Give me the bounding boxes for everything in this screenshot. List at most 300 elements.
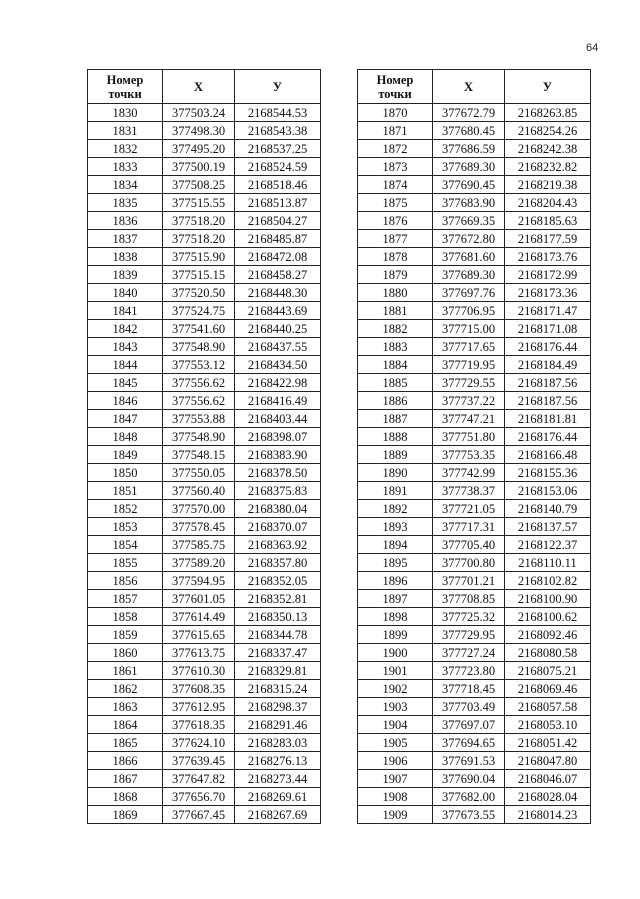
table-row <box>88 266 321 284</box>
point-number-cell: 1871 <box>358 122 433 140</box>
point-number-cell: 1896 <box>358 572 433 590</box>
point-number-cell: 1899 <box>358 626 433 644</box>
x-coordinate-cell: 377690.04 <box>433 770 505 788</box>
header-x: X <box>433 70 505 104</box>
x-coordinate-cell: 377700.80 <box>433 554 505 572</box>
x-coordinate-cell: 377673.55 <box>433 806 505 824</box>
x-coordinate-cell: 377656.70 <box>163 788 235 806</box>
table-row <box>358 374 591 392</box>
point-number-cell: 1874 <box>358 176 433 194</box>
y-coordinate-cell: 2168398.07 <box>235 428 321 446</box>
point-number-cell: 1846 <box>88 392 163 410</box>
y-coordinate-cell: 2168273.44 <box>235 770 321 788</box>
point-number-cell: 1907 <box>358 770 433 788</box>
y-coordinate-cell: 2168092.46 <box>505 626 591 644</box>
table-row <box>358 536 591 554</box>
table-row <box>358 572 591 590</box>
y-coordinate-cell: 2168069.46 <box>505 680 591 698</box>
point-number-cell: 1841 <box>88 302 163 320</box>
point-number-cell: 1879 <box>358 266 433 284</box>
header-y: У <box>505 70 591 104</box>
x-coordinate-cell: 377515.90 <box>163 248 235 266</box>
table-row <box>358 770 591 788</box>
table-row <box>358 284 591 302</box>
y-coordinate-cell: 2168543.38 <box>235 122 321 140</box>
table-row <box>358 464 591 482</box>
point-number-cell: 1909 <box>358 806 433 824</box>
table-row <box>358 518 591 536</box>
table-row <box>358 680 591 698</box>
y-coordinate-cell: 2168140.79 <box>505 500 591 518</box>
point-number-cell: 1867 <box>88 770 163 788</box>
x-coordinate-cell: 377690.45 <box>433 176 505 194</box>
table-row <box>358 230 591 248</box>
x-coordinate-cell: 377498.30 <box>163 122 235 140</box>
x-coordinate-cell: 377548.90 <box>163 338 235 356</box>
y-coordinate-cell: 2168350.13 <box>235 608 321 626</box>
header-y: У <box>235 70 321 104</box>
y-coordinate-cell: 2168357.80 <box>235 554 321 572</box>
x-coordinate-cell: 377725.32 <box>433 608 505 626</box>
point-number-cell: 1845 <box>88 374 163 392</box>
table-row <box>358 428 591 446</box>
point-number-cell: 1898 <box>358 608 433 626</box>
y-coordinate-cell: 2168518.46 <box>235 176 321 194</box>
table-row <box>358 806 591 824</box>
table-row <box>88 392 321 410</box>
table-row <box>358 554 591 572</box>
point-number-cell: 1883 <box>358 338 433 356</box>
point-number-cell: 1839 <box>88 266 163 284</box>
x-coordinate-cell: 377585.75 <box>163 536 235 554</box>
x-coordinate-cell: 377686.59 <box>433 140 505 158</box>
x-coordinate-cell: 377601.05 <box>163 590 235 608</box>
y-coordinate-cell: 2168422.98 <box>235 374 321 392</box>
y-coordinate-cell: 2168219.38 <box>505 176 591 194</box>
table-row <box>88 176 321 194</box>
y-coordinate-cell: 2168075.21 <box>505 662 591 680</box>
point-number-cell: 1882 <box>358 320 433 338</box>
x-coordinate-cell: 377697.07 <box>433 716 505 734</box>
y-coordinate-cell: 2168298.37 <box>235 698 321 716</box>
y-coordinate-cell: 2168014.23 <box>505 806 591 824</box>
table-row <box>358 356 591 374</box>
x-coordinate-cell: 377518.20 <box>163 212 235 230</box>
point-number-cell: 1854 <box>88 536 163 554</box>
y-coordinate-cell: 2168028.04 <box>505 788 591 806</box>
y-coordinate-cell: 2168352.05 <box>235 572 321 590</box>
x-coordinate-cell: 377615.65 <box>163 626 235 644</box>
table-row <box>88 284 321 302</box>
table-row <box>88 158 321 176</box>
point-number-cell: 1876 <box>358 212 433 230</box>
point-number-cell: 1832 <box>88 140 163 158</box>
x-coordinate-cell: 377618.35 <box>163 716 235 734</box>
y-coordinate-cell: 2168080.58 <box>505 644 591 662</box>
y-coordinate-cell: 2168416.49 <box>235 392 321 410</box>
y-coordinate-cell: 2168177.59 <box>505 230 591 248</box>
table-row <box>358 644 591 662</box>
point-number-cell: 1869 <box>88 806 163 824</box>
point-number-cell: 1849 <box>88 446 163 464</box>
x-coordinate-cell: 377691.53 <box>433 752 505 770</box>
table-row <box>88 662 321 680</box>
x-coordinate-cell: 377705.40 <box>433 536 505 554</box>
x-coordinate-cell: 377520.50 <box>163 284 235 302</box>
table-row <box>358 266 591 284</box>
x-coordinate-cell: 377683.90 <box>433 194 505 212</box>
y-coordinate-cell: 2168185.63 <box>505 212 591 230</box>
point-number-cell: 1864 <box>88 716 163 734</box>
table-row <box>88 140 321 158</box>
point-number-cell: 1833 <box>88 158 163 176</box>
header-point-number: Номер точки <box>358 70 433 104</box>
point-number-cell: 1884 <box>358 356 433 374</box>
y-coordinate-cell: 2168057.58 <box>505 698 591 716</box>
x-coordinate-cell: 377701.21 <box>433 572 505 590</box>
point-number-cell: 1875 <box>358 194 433 212</box>
x-coordinate-cell: 377669.35 <box>433 212 505 230</box>
x-coordinate-cell: 377729.95 <box>433 626 505 644</box>
point-number-cell: 1844 <box>88 356 163 374</box>
point-number-cell: 1904 <box>358 716 433 734</box>
table-row <box>88 716 321 734</box>
x-coordinate-cell: 377672.79 <box>433 104 505 122</box>
point-number-cell: 1886 <box>358 392 433 410</box>
x-coordinate-cell: 377708.85 <box>433 590 505 608</box>
point-number-cell: 1866 <box>88 752 163 770</box>
y-coordinate-cell: 2168187.56 <box>505 374 591 392</box>
table-row <box>88 248 321 266</box>
point-number-cell: 1843 <box>88 338 163 356</box>
table-body-right <box>358 104 591 824</box>
y-coordinate-cell: 2168283.03 <box>235 734 321 752</box>
x-coordinate-cell: 377613.75 <box>163 644 235 662</box>
y-coordinate-cell: 2168485.87 <box>235 230 321 248</box>
y-coordinate-cell: 2168329.81 <box>235 662 321 680</box>
x-coordinate-cell: 377682.00 <box>433 788 505 806</box>
x-coordinate-cell: 377515.15 <box>163 266 235 284</box>
x-coordinate-cell: 377723.80 <box>433 662 505 680</box>
y-coordinate-cell: 2168437.55 <box>235 338 321 356</box>
table-row <box>358 788 591 806</box>
x-coordinate-cell: 377719.95 <box>433 356 505 374</box>
y-coordinate-cell: 2168472.08 <box>235 248 321 266</box>
table-row <box>88 212 321 230</box>
point-number-cell: 1905 <box>358 734 433 752</box>
y-coordinate-cell: 2168053.10 <box>505 716 591 734</box>
table-row <box>358 734 591 752</box>
x-coordinate-cell: 377738.37 <box>433 482 505 500</box>
table-row <box>88 374 321 392</box>
x-coordinate-cell: 377624.10 <box>163 734 235 752</box>
table-row <box>358 590 591 608</box>
table-row <box>358 338 591 356</box>
y-coordinate-cell: 2168269.61 <box>235 788 321 806</box>
y-coordinate-cell: 2168352.81 <box>235 590 321 608</box>
point-number-cell: 1842 <box>88 320 163 338</box>
point-number-cell: 1865 <box>88 734 163 752</box>
table-row <box>358 158 591 176</box>
x-coordinate-cell: 377612.95 <box>163 698 235 716</box>
x-coordinate-cell: 377608.35 <box>163 680 235 698</box>
y-coordinate-cell: 2168337.47 <box>235 644 321 662</box>
y-coordinate-cell: 2168291.46 <box>235 716 321 734</box>
table-row <box>88 194 321 212</box>
y-coordinate-cell: 2168242.38 <box>505 140 591 158</box>
point-number-cell: 1891 <box>358 482 433 500</box>
header-point-number: Номер точки <box>88 70 163 104</box>
y-coordinate-cell: 2168173.76 <box>505 248 591 266</box>
x-coordinate-cell: 377500.19 <box>163 158 235 176</box>
table-body-left <box>88 104 321 824</box>
y-coordinate-cell: 2168176.44 <box>505 338 591 356</box>
x-coordinate-cell: 377553.88 <box>163 410 235 428</box>
table-row <box>358 698 591 716</box>
y-coordinate-cell: 2168232.82 <box>505 158 591 176</box>
point-number-cell: 1877 <box>358 230 433 248</box>
point-number-cell: 1880 <box>358 284 433 302</box>
y-coordinate-cell: 2168122.37 <box>505 536 591 554</box>
x-coordinate-cell: 377548.15 <box>163 446 235 464</box>
y-coordinate-cell: 2168315.24 <box>235 680 321 698</box>
x-coordinate-cell: 377751.80 <box>433 428 505 446</box>
x-coordinate-cell: 377556.62 <box>163 374 235 392</box>
y-coordinate-cell: 2168443.69 <box>235 302 321 320</box>
point-number-cell: 1852 <box>88 500 163 518</box>
table-row <box>358 140 591 158</box>
y-coordinate-cell: 2168153.06 <box>505 482 591 500</box>
point-number-cell: 1831 <box>88 122 163 140</box>
table-row <box>358 302 591 320</box>
x-coordinate-cell: 377689.30 <box>433 266 505 284</box>
point-number-cell: 1862 <box>88 680 163 698</box>
x-coordinate-cell: 377694.65 <box>433 734 505 752</box>
y-coordinate-cell: 2168176.44 <box>505 428 591 446</box>
x-coordinate-cell: 377594.95 <box>163 572 235 590</box>
table-row <box>358 716 591 734</box>
point-number-cell: 1888 <box>358 428 433 446</box>
point-number-cell: 1872 <box>358 140 433 158</box>
x-coordinate-cell: 377647.82 <box>163 770 235 788</box>
x-coordinate-cell: 377697.76 <box>433 284 505 302</box>
y-coordinate-cell: 2168100.62 <box>505 608 591 626</box>
x-coordinate-cell: 377541.60 <box>163 320 235 338</box>
point-number-cell: 1873 <box>358 158 433 176</box>
table-row <box>358 752 591 770</box>
point-number-cell: 1900 <box>358 644 433 662</box>
point-number-cell: 1894 <box>358 536 433 554</box>
point-number-cell: 1837 <box>88 230 163 248</box>
coordinates-table-left <box>87 69 321 824</box>
table-row <box>358 482 591 500</box>
table-row <box>358 194 591 212</box>
table-row <box>88 536 321 554</box>
coordinates-table-right <box>357 69 591 824</box>
x-coordinate-cell: 377560.40 <box>163 482 235 500</box>
table-row <box>358 626 591 644</box>
header-x: X <box>163 70 235 104</box>
point-number-cell: 1906 <box>358 752 433 770</box>
y-coordinate-cell: 2168344.78 <box>235 626 321 644</box>
point-number-cell: 1887 <box>358 410 433 428</box>
point-number-cell: 1836 <box>88 212 163 230</box>
x-coordinate-cell: 377553.12 <box>163 356 235 374</box>
point-number-cell: 1850 <box>88 464 163 482</box>
y-coordinate-cell: 2168171.08 <box>505 320 591 338</box>
y-coordinate-cell: 2168448.30 <box>235 284 321 302</box>
table-row <box>358 608 591 626</box>
table-header-row <box>88 70 321 104</box>
table-row <box>88 626 321 644</box>
table-row <box>358 212 591 230</box>
table-row <box>88 752 321 770</box>
x-coordinate-cell: 377718.45 <box>433 680 505 698</box>
table-row <box>88 320 321 338</box>
point-number-cell: 1851 <box>88 482 163 500</box>
x-coordinate-cell: 377729.55 <box>433 374 505 392</box>
point-number-cell: 1889 <box>358 446 433 464</box>
table-row <box>88 644 321 662</box>
table-row <box>88 356 321 374</box>
point-number-cell: 1857 <box>88 590 163 608</box>
y-coordinate-cell: 2168254.26 <box>505 122 591 140</box>
y-coordinate-cell: 2168171.47 <box>505 302 591 320</box>
point-number-cell: 1847 <box>88 410 163 428</box>
point-number-cell: 1863 <box>88 698 163 716</box>
table-row <box>358 320 591 338</box>
point-number-cell: 1870 <box>358 104 433 122</box>
x-coordinate-cell: 377515.55 <box>163 194 235 212</box>
table-row <box>358 446 591 464</box>
point-number-cell: 1856 <box>88 572 163 590</box>
table-row <box>358 662 591 680</box>
point-number-cell: 1861 <box>88 662 163 680</box>
point-number-cell: 1881 <box>358 302 433 320</box>
y-coordinate-cell: 2168184.49 <box>505 356 591 374</box>
point-number-cell: 1838 <box>88 248 163 266</box>
y-coordinate-cell: 2168537.25 <box>235 140 321 158</box>
y-coordinate-cell: 2168363.92 <box>235 536 321 554</box>
x-coordinate-cell: 377715.00 <box>433 320 505 338</box>
table-row <box>88 806 321 824</box>
y-coordinate-cell: 2168378.50 <box>235 464 321 482</box>
point-number-cell: 1901 <box>358 662 433 680</box>
y-coordinate-cell: 2168375.83 <box>235 482 321 500</box>
y-coordinate-cell: 2168173.36 <box>505 284 591 302</box>
x-coordinate-cell: 377681.60 <box>433 248 505 266</box>
point-number-cell: 1860 <box>88 644 163 662</box>
table-row <box>88 518 321 536</box>
y-coordinate-cell: 2168524.59 <box>235 158 321 176</box>
x-coordinate-cell: 377753.35 <box>433 446 505 464</box>
table-row <box>88 302 321 320</box>
x-coordinate-cell: 377672.80 <box>433 230 505 248</box>
y-coordinate-cell: 2168187.56 <box>505 392 591 410</box>
table-row <box>88 500 321 518</box>
y-coordinate-cell: 2168513.87 <box>235 194 321 212</box>
table-row <box>88 230 321 248</box>
table-row <box>88 464 321 482</box>
table-row <box>88 608 321 626</box>
point-number-cell: 1855 <box>88 554 163 572</box>
table-row <box>358 392 591 410</box>
point-number-cell: 1902 <box>358 680 433 698</box>
table-row <box>358 176 591 194</box>
y-coordinate-cell: 2168504.27 <box>235 212 321 230</box>
x-coordinate-cell: 377706.95 <box>433 302 505 320</box>
table-row <box>88 572 321 590</box>
x-coordinate-cell: 377495.20 <box>163 140 235 158</box>
y-coordinate-cell: 2168155.36 <box>505 464 591 482</box>
x-coordinate-cell: 377548.90 <box>163 428 235 446</box>
point-number-cell: 1890 <box>358 464 433 482</box>
point-number-cell: 1885 <box>358 374 433 392</box>
point-number-cell: 1893 <box>358 518 433 536</box>
x-coordinate-cell: 377524.75 <box>163 302 235 320</box>
point-number-cell: 1835 <box>88 194 163 212</box>
point-number-cell: 1895 <box>358 554 433 572</box>
table-row <box>88 122 321 140</box>
y-coordinate-cell: 2168204.43 <box>505 194 591 212</box>
point-number-cell: 1878 <box>358 248 433 266</box>
y-coordinate-cell: 2168458.27 <box>235 266 321 284</box>
page-number: 64 <box>586 42 599 54</box>
x-coordinate-cell: 377508.25 <box>163 176 235 194</box>
y-coordinate-cell: 2168434.50 <box>235 356 321 374</box>
x-coordinate-cell: 377589.20 <box>163 554 235 572</box>
y-coordinate-cell: 2168051.42 <box>505 734 591 752</box>
table-row <box>358 104 591 122</box>
y-coordinate-cell: 2168100.90 <box>505 590 591 608</box>
y-coordinate-cell: 2168440.25 <box>235 320 321 338</box>
table-row <box>88 482 321 500</box>
x-coordinate-cell: 377503.24 <box>163 104 235 122</box>
x-coordinate-cell: 377742.99 <box>433 464 505 482</box>
x-coordinate-cell: 377570.00 <box>163 500 235 518</box>
table-row <box>88 788 321 806</box>
point-number-cell: 1840 <box>88 284 163 302</box>
y-coordinate-cell: 2168181.81 <box>505 410 591 428</box>
x-coordinate-cell: 377667.45 <box>163 806 235 824</box>
table-row <box>88 338 321 356</box>
x-coordinate-cell: 377717.65 <box>433 338 505 356</box>
y-coordinate-cell: 2168267.69 <box>235 806 321 824</box>
x-coordinate-cell: 377689.30 <box>433 158 505 176</box>
table-row <box>88 770 321 788</box>
y-coordinate-cell: 2168403.44 <box>235 410 321 428</box>
x-coordinate-cell: 377727.24 <box>433 644 505 662</box>
x-coordinate-cell: 377639.45 <box>163 752 235 770</box>
y-coordinate-cell: 2168276.13 <box>235 752 321 770</box>
x-coordinate-cell: 377518.20 <box>163 230 235 248</box>
x-coordinate-cell: 377578.45 <box>163 518 235 536</box>
point-number-cell: 1848 <box>88 428 163 446</box>
y-coordinate-cell: 2168166.48 <box>505 446 591 464</box>
y-coordinate-cell: 2168380.04 <box>235 500 321 518</box>
table-row <box>88 104 321 122</box>
table-row <box>358 410 591 428</box>
y-coordinate-cell: 2168110.11 <box>505 554 591 572</box>
point-number-cell: 1897 <box>358 590 433 608</box>
point-number-cell: 1853 <box>88 518 163 536</box>
table-row <box>358 122 591 140</box>
point-number-cell: 1908 <box>358 788 433 806</box>
y-coordinate-cell: 2168370.07 <box>235 518 321 536</box>
y-coordinate-cell: 2168263.85 <box>505 104 591 122</box>
point-number-cell: 1858 <box>88 608 163 626</box>
x-coordinate-cell: 377721.05 <box>433 500 505 518</box>
